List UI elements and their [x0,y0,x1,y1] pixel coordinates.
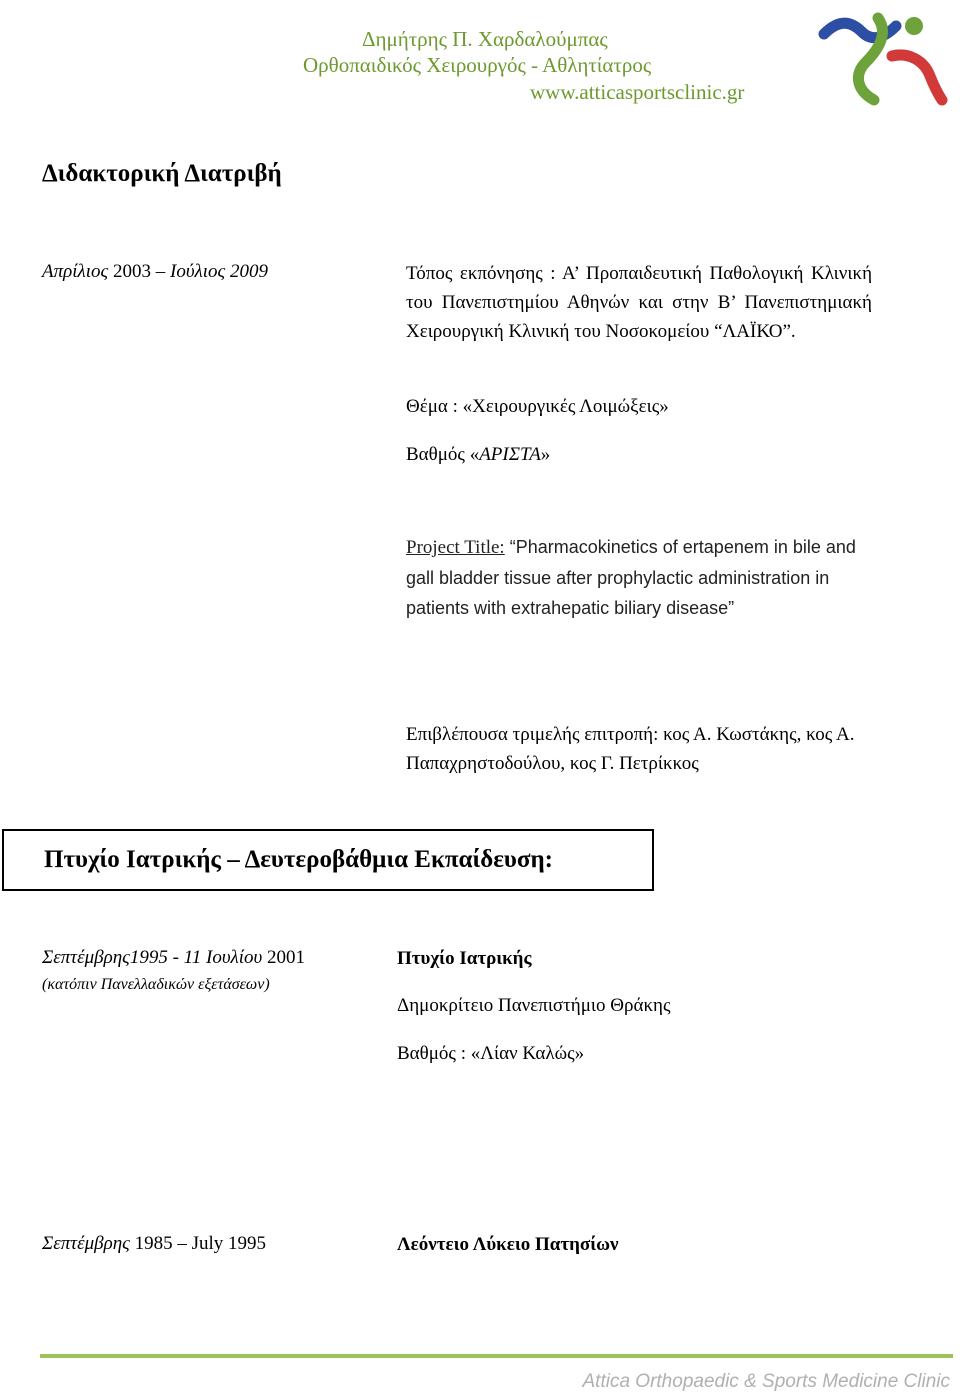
education-heading: Πτυχίο Ιατρικής – Δευτεροβάθμια Εκπαίδευση: [44,846,553,873]
footer-divider [40,1354,953,1358]
footer-clinic-name: Attica Orthopaedic & Sports Medicine Clinic [582,1371,950,1392]
doctor-name: Δημήτρης Π. Χαρδαλούμπας [362,27,608,51]
project-title-label: Project Title: [406,537,505,558]
thesis-topic: Θέμα : «Χειρουργικές Λοιμώξεις» [406,396,669,417]
thesis-grade: Βαθμός «ΑΡΙΣΤΑ» [406,444,551,465]
medical-degree-note: (κατόπιν Πανελλαδικών εξετάσεων) [42,976,270,993]
medical-degree-institution: Δημοκρίτειο Πανεπιστήμιο Θράκης [397,995,671,1016]
education-heading-box [2,829,654,891]
supervising-committee: Επιβλέπουσα τριμελής επιτροπή: κος Α. Κωστάκης, κος Α. Παπαχρηστοδούλου, κος Γ. Πετρίκκος [406,724,855,774]
doctoral-thesis-heading: Διδακτορική Διατριβή [42,160,282,187]
project-title-text: “Pharmacokinetics of ertapenem in bile and gall bladder tissue after prophylactic administration in patients with extrahepatic biliary disease” [406,537,856,618]
medical-degree-grade: Βαθμός : «Λίαν Καλώς» [397,1043,585,1064]
medical-degree-title: Πτυχίο Ιατρικής [397,948,532,969]
doctor-specialty: Ορθοπαιδικός Χειρουργός - Αθλητίατρος [303,53,652,77]
project-title-block [406,532,872,623]
high-school-name: Λεόντειο Λύκειο Πατησίων [397,1234,619,1255]
running-figure-logo-icon [818,12,948,107]
clinic-website-link[interactable]: www.atticasportsclinic.gr [530,80,745,104]
high-school-period: Σεπτέμβρης 1985 – July 1995 [42,1233,267,1254]
medical-degree-period: Σεπτέμβρης1995 - 11 Ιουλίου 2001 [42,947,306,968]
thesis-location: Τόπος εκπόνησης : Α’ Προπαιδευτική Παθολογική Κλινική του Πανεπιστημίου Αθηνών και στην Β’ Πανεπιστημιακή Χειρουργική Κλινική του Νοσοκομείου “ΛΑΪΚΟ”. [406,263,872,342]
doctoral-period: Απρίλιος 2003 – Ιούλιος 2009 [42,261,269,282]
